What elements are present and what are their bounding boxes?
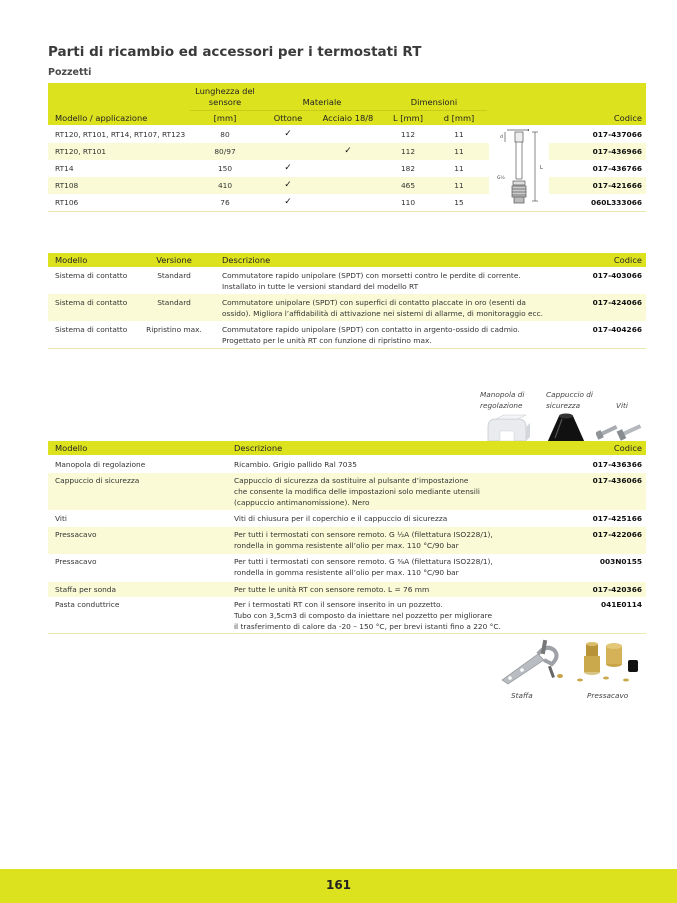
col-dimensioni: Dimensioni xyxy=(410,97,458,107)
row-codice: 017-422066 xyxy=(592,530,642,539)
col-modello: Modello / applicazione xyxy=(55,113,148,123)
diagram-label-l: L xyxy=(540,165,543,171)
row-codice: 060L333066 xyxy=(591,198,642,207)
row-codice: 017-436066 xyxy=(592,476,642,485)
row-versione: Standard xyxy=(157,298,191,307)
row-desc-line: che consente la modifica delle impostazioni solo mediante utensili xyxy=(234,487,480,496)
row-modello: Cappuccio di sicurezza xyxy=(55,476,140,485)
row-l: 112 xyxy=(400,147,416,156)
check-acciaio: ✓ xyxy=(344,146,352,156)
table3-header xyxy=(48,441,646,455)
col-materiale: Materiale xyxy=(302,97,342,107)
check-ottone: ✓ xyxy=(284,129,292,139)
pressacavo-image xyxy=(574,638,646,688)
row-lunghezza: 76 xyxy=(220,198,230,207)
row-desc-line: Tubo con 3,5cm3 di composto da iniettare nel pozzetto per migliorare xyxy=(234,611,493,620)
staffa-image xyxy=(498,636,566,686)
row-versione: Ripristino max. xyxy=(146,325,202,334)
check-ottone: ✓ xyxy=(284,197,292,207)
row-codice: 017-436366 xyxy=(592,460,642,469)
row-desc-line: Per tutti i termostati con sensore remoto. G ⅜A (filettatura ISO228/1), xyxy=(234,557,493,566)
caption-manopola-2: regolazione xyxy=(480,401,523,410)
row-modello: RT14 xyxy=(55,164,74,173)
viti-image xyxy=(596,420,646,442)
col-modello: Modello xyxy=(55,255,88,265)
row-codice: 017-420366 xyxy=(592,585,642,594)
diagram-label-g: G½ xyxy=(497,176,505,181)
row-codice: 041E0114 xyxy=(600,600,642,609)
caption-manopola-1: Manopola di xyxy=(480,390,525,399)
row-desc-line: rondella in gomma resistente all’olio per max. 110 °C/90 bar xyxy=(234,568,459,577)
row-modello: Manopola di regolazione xyxy=(55,460,146,469)
row-lunghezza: 410 xyxy=(217,181,233,190)
caption-cappuccio-2: sicurezza xyxy=(546,401,581,410)
col-d: d [mm] xyxy=(443,113,475,123)
caption-staffa: Staffa xyxy=(511,691,533,700)
page-number: 161 xyxy=(325,878,352,892)
row-desc-line: Ricambio. Grigio pallido Ral 7035 xyxy=(234,460,357,469)
row-desc-line: Per tutti i termostati con sensore remoto. G ½A (filettatura ISO228/1), xyxy=(234,530,493,539)
pocket-diagram xyxy=(495,127,549,211)
row-l: 465 xyxy=(400,181,416,190)
row-d: 11 xyxy=(454,147,464,156)
table3-bottom-line xyxy=(48,633,646,634)
row-modello: RT120, RT101 xyxy=(55,147,107,156)
row-modello: Sistema di contatto xyxy=(55,298,128,307)
row-lunghezza: 150 xyxy=(217,164,233,173)
row-desc-line: il trasferimento di calore da -20 – 150 °C, per brevi istanti fino a 220 °C. xyxy=(234,622,501,631)
row-modello: Pasta conduttrice xyxy=(55,600,120,609)
caption-cappuccio-1: Cappuccio di xyxy=(546,390,593,399)
row-modello: RT120, RT101, RT14, RT107, RT123 xyxy=(55,130,186,139)
row-modello: Sistema di contatto xyxy=(55,271,128,280)
diagram-label-d: d xyxy=(500,135,503,140)
row-lunghezza: 80 xyxy=(220,130,230,139)
col-lunghezza-mid: sensore xyxy=(208,97,242,107)
row-desc-line: Per tutte le unità RT con sensore remoto. L = 76 mm xyxy=(234,585,430,594)
table2-bottom-line xyxy=(48,348,646,349)
row-codice: 017-437066 xyxy=(592,130,642,139)
row-codice: 017-404266 xyxy=(592,325,642,334)
col-descrizione: Descrizione xyxy=(234,443,283,453)
row-codice: 017-436966 xyxy=(592,147,642,156)
page-title: Parti di ricambio ed accessori per i termostati RT xyxy=(48,44,422,60)
row-versione: Standard xyxy=(157,271,191,280)
header-divider xyxy=(190,110,487,111)
row-modello: Pressacavo xyxy=(55,557,97,566)
row-d: 11 xyxy=(454,164,464,173)
col-l: L [mm] xyxy=(393,113,423,123)
col-modello: Modello xyxy=(55,443,88,453)
row-l: 112 xyxy=(400,130,416,139)
col-acciaio: Acciaio 18/8 xyxy=(322,113,374,123)
col-descrizione: Descrizione xyxy=(222,255,271,265)
page-subtitle: Pozzetti xyxy=(48,67,92,78)
row-modello: Viti xyxy=(55,514,67,523)
row-desc-line: (cappuccio antimanomissione). Nero xyxy=(234,498,370,507)
row-desc-line: Installato in tutte le versioni standard del modello RT xyxy=(222,282,419,291)
row-modello: Sistema di contatto xyxy=(55,325,128,334)
check-ottone: ✓ xyxy=(284,163,292,173)
row-desc-line: ossido). Migliora l’affidabilità di attivazione nei sistemi di allarme, di monitoraggio ecc. xyxy=(222,309,543,318)
row-lunghezza: 80/97 xyxy=(214,147,236,156)
col-codice: Codice xyxy=(613,113,642,123)
row-l: 110 xyxy=(400,198,416,207)
table1-bottom-line xyxy=(48,211,646,212)
row-desc-line: Commutatore rapido unipolare (SPDT) con contatto in argento-ossido di cadmio. xyxy=(222,325,520,334)
row-desc-line: Viti di chiusura per il coperchio e il cappuccio di sicurezza xyxy=(234,514,448,523)
row-desc-line: Progettato per le unità RT con funzione di ripristino max. xyxy=(222,336,432,345)
col-ottone: Ottone xyxy=(273,113,303,123)
row-l: 182 xyxy=(400,164,416,173)
col-codice: Codice xyxy=(613,255,642,265)
row-codice: 017-421666 xyxy=(592,181,642,190)
row-modello: RT108 xyxy=(55,181,79,190)
row-codice: 003N0155 xyxy=(599,557,642,566)
row-desc-line: Commutatore rapido unipolare (SPDT) con morsetti contro le perdite di corrente. xyxy=(222,271,521,280)
row-desc-line: Cappuccio di sicurezza da sostituire al pulsante d’impostazione xyxy=(234,476,469,485)
row-d: 11 xyxy=(454,130,464,139)
row-desc-line: Commutatore unipolare (SPDT) con superfici di contatto placcate in oro (esenti da xyxy=(222,298,526,307)
row-codice: 017-436766 xyxy=(592,164,642,173)
row-d: 11 xyxy=(454,181,464,190)
col-lunghezza-top: Lunghezza del xyxy=(195,86,255,96)
col-codice: Codice xyxy=(613,443,642,453)
caption-viti: Viti xyxy=(616,401,628,410)
row-modello: Staffa per sonda xyxy=(55,585,116,594)
row-d: 15 xyxy=(454,198,464,207)
row-codice: 017-425166 xyxy=(592,514,642,523)
table1-stripe xyxy=(48,177,646,194)
check-ottone: ✓ xyxy=(284,180,292,190)
row-desc-line: rondella in gomma resistente all’olio per max. 110 °C/90 bar xyxy=(234,541,459,550)
caption-pressacavo: Pressacavo xyxy=(587,691,629,700)
row-modello: Pressacavo xyxy=(55,530,97,539)
col-versione: Versione xyxy=(156,255,192,265)
row-desc-line: Per i termostati RT con il sensore inserito in un pozzetto. xyxy=(234,600,443,609)
col-lunghezza-unit: [mm] xyxy=(213,113,237,123)
row-codice: 017-403066 xyxy=(592,271,642,280)
row-codice: 017-424066 xyxy=(592,298,642,307)
row-modello: RT106 xyxy=(55,198,79,207)
